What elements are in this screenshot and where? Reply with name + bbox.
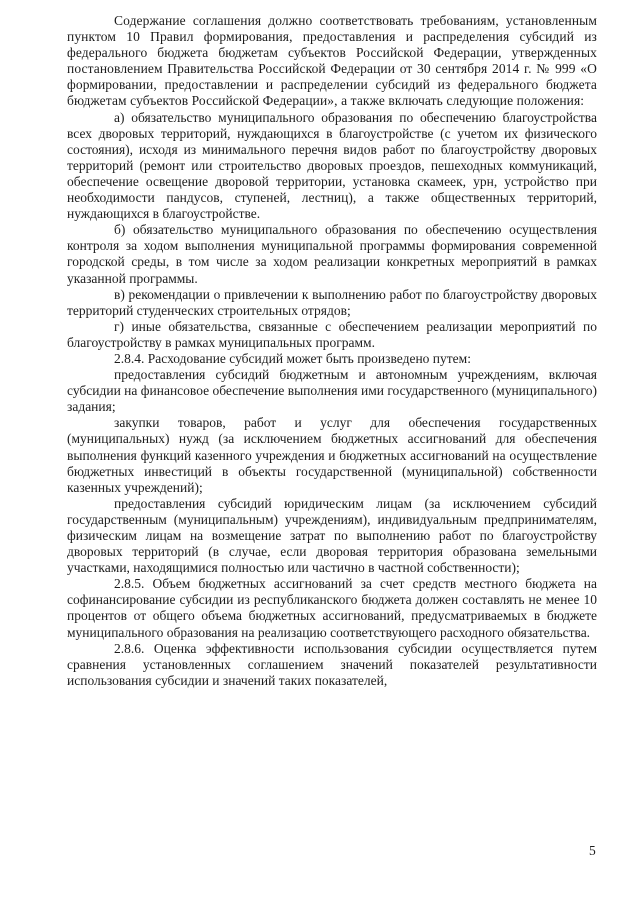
paragraph-2-8-4: 2.8.4. Расходование субсидий может быть произведено путем: [114,350,471,366]
body-text [67,13,597,689]
paragraph-subsidies-institutions: предоставления субсидий бюджетным и автономным учреждениям, включая субсидии на финансовое обеспечение выполнения ими государственного (муниципального) задания; [67,367,597,415]
paragraph-agreement-content: Содержание соглашения должно соответствовать требованиям, установленным пунктом 10 Правил формирования, предоставления и распределения субсидий из федерального бюджета бюджетам субъектов Российской Федерации, утвержденных постановлением Правительства Российской Федерации от 30 сентября 2014 г. № 999 «О формировании, предоставлении и распределении субсидий из федерального бюджета бюджетам субъектов Российской Федерации», а также включать следующие положения: [67,13,597,109]
paragraph-obligation-a: а) обязательство муниципального образования по обеспечению благоустройства всех дворовых территорий, нуждающихся в благоустройстве (с учетом их физического состояния), исходя из минимального перечня видов работ по благоустройству дворовых территорий (ремонт или строительство дворовых проездов, пешеходных коммуникаций, обеспечение освещение дворовой территории, установка скамеек, урн, устройство при необходимости пандусов, ступеней, лестниц), а также общественных территорий, нуждающихся в благоустройстве. [67,109,597,222]
paragraph-recommendation-c: в) рекомендации о привлечении к выполнению работ по благоустройству дворовых территорий студенческих строительных отрядов; [67,286,597,318]
paragraph-2-8-5: 2.8.5. Объем бюджетных ассигнований за счет средств местного бюджета на софинансирование субсидии из республиканского бюджета должен составлять не менее 10 процентов от общего объема бюджетных ассигнований, предусматриваемых в бюджете муниципального образования на реализацию соответствующего расходного обязательства. [67,576,597,640]
paragraph-subsidies-legal-entities: предоставления субсидий юридическим лицам (за исключением субсидий государственным (муниципальным) учреждениям), индивидуальным предпринимателям, физическим лицам на возмещение затрат по выполнению работ по благоустройству дворовых территорий (в случае, если дворовая территория образована земельными участками, находящимися полностью или частично в частной собственности); [67,495,597,576]
paragraph-procurement: закупки товаров, работ и услуг для обеспечения государственных (муниципальных) нужд (за исключением бюджетных ассигнований для обеспечения выполнения функций казенного учреждения и бюджетных ассигнований на осуществление бюджетных инвестиций в объекты государственной (муниципальной) собственности казенных учреждений); [67,415,597,495]
paragraph-2-8-6: 2.8.6. Оценка эффективности использования субсидии осуществляется путем сравнения установленных соглашением значений показателей результативности использования субсидии и значений таких показателей, [67,640,597,688]
paragraph-other-obligations-d: г) иные обязательства, связанные с обеспечением реализации мероприятий по благоустройству в рамках муниципальных программ. [67,318,597,350]
page-number: 5 [589,843,596,858]
paragraph-obligation-b: б) обязательство муниципального образования по обеспечению осуществления контроля за ходом выполнения муниципальной программы формирования современной городской среды, в том числе за ходом реализации конкретных мероприятий в рамках указанной программы. [67,222,597,286]
